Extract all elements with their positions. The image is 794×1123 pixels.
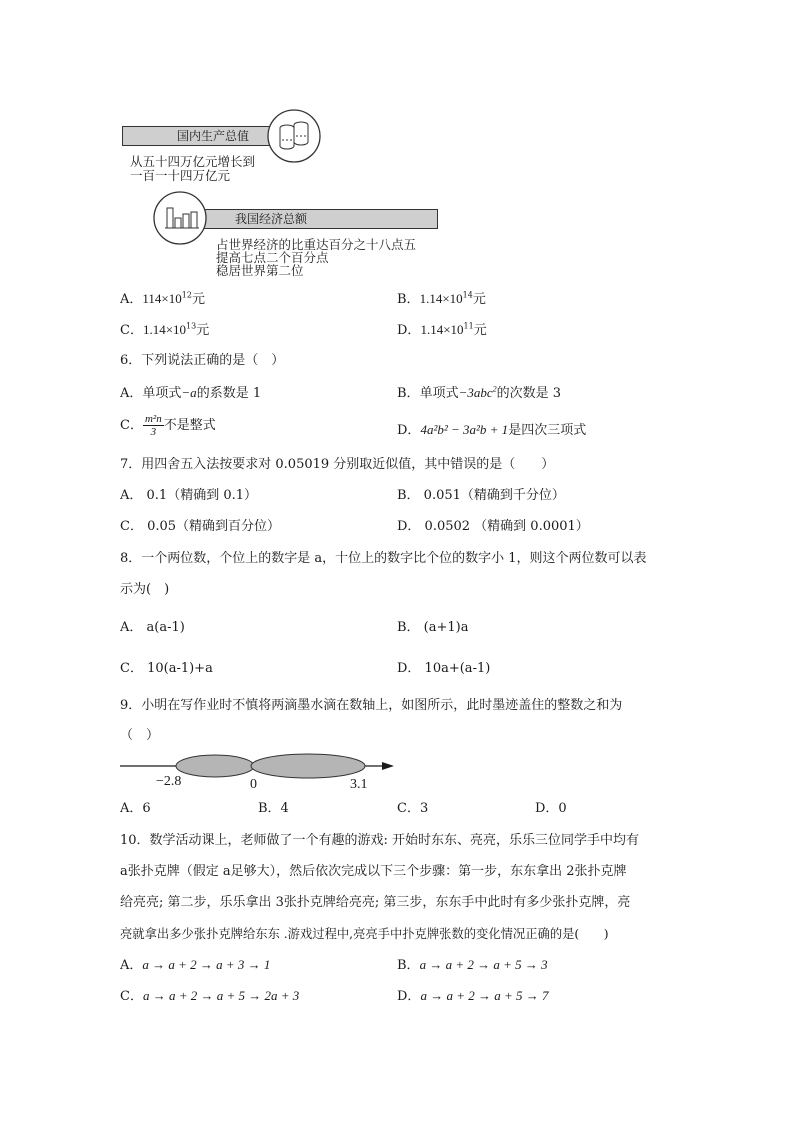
q6-option-b[interactable]: B．单项式−3abc$^2$的次数是 3: [397, 384, 562, 401]
q8-option-a[interactable]: A． a(a-1): [120, 620, 185, 635]
economy-banner-title: 我国经济总额: [235, 212, 308, 226]
q5-option-b[interactable]: B．$1.14\times 10^{14}$元: [397, 290, 486, 307]
q9-stem-line-1: 9．小明在写作业时不慎将两滴墨水滴在数轴上，如图所示，此时墨迹盖住的整数之和为: [120, 698, 623, 713]
q10-option-b[interactable]: B．a → a + 2 → a + 5 → 3: [397, 957, 548, 973]
q8-stem-line-1: 8．一个两位数，个位上的数字是 a，十位上的数字比个位的数字小 1，则这个两位数可以表: [120, 551, 647, 566]
bar-chart-icon: [152, 190, 208, 246]
number-line-figure: [118, 748, 408, 794]
tick-label-max: 3.1: [350, 777, 368, 792]
q10-option-c[interactable]: C．a → a + 2 → a + 5 → 2a + 3: [120, 988, 300, 1004]
fraction: $\frac{\text{m²n}}{3}$: [144, 413, 162, 438]
q8-option-c[interactable]: C． 10(a-1)+a: [120, 661, 213, 676]
q6-option-d[interactable]: D．4a²b² − 3a²b + 1是四次三项式: [397, 422, 587, 438]
q6-option-a[interactable]: A．单项式−a的系数是 1: [120, 385, 262, 401]
q5-option-c[interactable]: C．$1.14\times 10^{13}$元: [120, 321, 210, 338]
ink-blot-right: [251, 754, 365, 778]
q10-stem-line-4: 亮就拿出多少张扑克牌给东东 .游戏过程中,亮亮手中扑克牌张数的变化情况正确的是( ): [120, 927, 609, 941]
q6-stem: 6．下列说法正确的是（ ）: [120, 353, 285, 368]
q7-option-d[interactable]: D． 0.0502 （精确到 0.0001）: [397, 519, 589, 534]
q9-stem-line-2: （ ）: [120, 728, 160, 743]
economy-line-1: 占世界经济的比重达百分之十八点五: [216, 237, 417, 252]
q7-option-c[interactable]: C． 0.05（精确到百分位）: [120, 519, 281, 534]
q10-option-a[interactable]: A．a → a + 2 → a + 3 → 1: [120, 957, 271, 973]
q6-option-c[interactable]: C． $\frac{\text{m²n}}{3}$ 不是整式: [120, 413, 216, 438]
q9-option-c[interactable]: C．3: [397, 801, 429, 816]
q8-option-d[interactable]: D． 10a+(a-1): [397, 661, 491, 676]
q7-stem: 7．用四舍五入法按要求对 0.05019 分别取近似值，其中错误的是（ ）: [120, 457, 555, 472]
gdp-line-2: 一百一十四万亿元: [130, 168, 231, 183]
q10-stem-line-1: 10．数学活动课上，老师做了一个有趣的游戏: 开始时东东、亮亮，乐乐三位同学手中均有: [120, 833, 640, 848]
q9-option-d[interactable]: D．0: [535, 801, 567, 816]
q5-option-d[interactable]: D．$1.14\times 10^{11}$元: [397, 321, 487, 338]
q5-option-a[interactable]: A．$114\times 10^{12}$元: [120, 290, 205, 307]
q10-stem-line-3: 给亮亮; 第二步，乐乐拿出 3张扑克牌给亮亮; 第三步，东东手中此时有多少张扑克牌，亮: [120, 895, 631, 910]
gdp-banner-title: 国内生产总值: [177, 129, 250, 143]
axis-arrow-icon: [382, 762, 394, 770]
q7-option-b[interactable]: B． 0.051（精确到千分位）: [397, 488, 565, 503]
q10-option-d[interactable]: D．a → a + 2 → a + 5 → 7: [397, 988, 549, 1004]
tick-label-zero: 0: [250, 777, 257, 792]
q8-option-b[interactable]: B． (a+1)a: [397, 620, 469, 635]
q10-stem-line-2: a张扑克牌（假定 a足够大），然后依次完成以下三个步骤：第一步，东东拿出 2张扑克牌: [120, 864, 627, 879]
economy-line-2: 提高七点二个百分点: [216, 250, 329, 265]
q8-stem-line-2: 示为( ): [120, 582, 170, 597]
ink-blot-left: [176, 755, 254, 777]
economy-line-3: 稳居世界第二位: [216, 263, 304, 278]
tick-label-min: −2.8: [156, 774, 182, 789]
gdp-line-1: 从五十四万亿元增长到: [130, 154, 256, 169]
coin-stack-icon: [266, 108, 322, 164]
q7-option-a[interactable]: A． 0.1（精确到 0.1）: [120, 488, 258, 503]
q9-option-b[interactable]: B．4: [258, 801, 289, 816]
economy-banner: [192, 209, 438, 229]
q9-option-a[interactable]: A．6: [120, 801, 151, 816]
